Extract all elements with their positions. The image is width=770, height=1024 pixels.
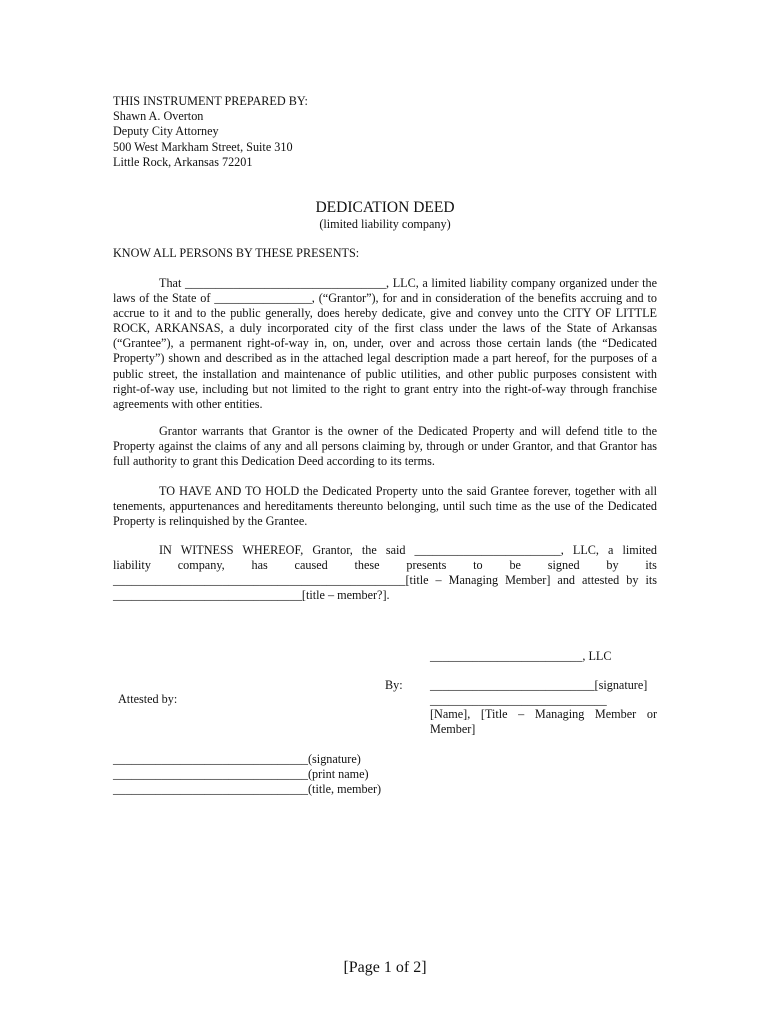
know-all-heading: KNOW ALL PERSONS BY THESE PRESENTS: [113, 246, 360, 260]
witness-word: presents [406, 558, 447, 572]
warranty-paragraph: Grantor warrants that Grantor is the owner of the Dedicated Property and will defend title to the Property against the claims of any and all persons claiming by, through or under Grantor, and that Grantor has full authority to grant this Dedication Deed according to its terms. [113, 424, 657, 469]
witness-word: liability [113, 558, 151, 572]
preparer-address-line2: Little Rock, Arkansas 72201 [113, 154, 253, 169]
preparer-role: Deputy City Attorney [113, 124, 219, 139]
by-label: By: [385, 678, 403, 692]
document-title: DEDICATION DEED [315, 199, 455, 216]
witness-word: be [509, 558, 521, 572]
document-subtitle: (limited liability company) [319, 217, 451, 231]
witness-word: has [251, 558, 268, 572]
witness-word: its [645, 558, 657, 572]
witness-line-1: IN WITNESS WHEREOF, Grantor, the said ________________________, LLC, a limited [159, 543, 657, 557]
witness-word: caused [294, 558, 328, 572]
page-number: [Page 1 of 2] [343, 959, 427, 976]
witness-word: these [354, 558, 380, 572]
witness-word: to [473, 558, 483, 572]
witness-line-3: ________________________________________________[title – Managing Member] and attested by its [113, 573, 657, 587]
witness-line-4: _______________________________[title – member?]. [113, 588, 390, 602]
witness-word: by [606, 558, 619, 572]
grantor-signature-line: ___________________________[signature] [430, 678, 648, 692]
preparer-address-line1: 500 West Markham Street, Suite 310 [113, 139, 293, 154]
preparer-block [113, 94, 308, 170]
grant-paragraph: That _________________________________, LLC, a limited liability company organized under the laws of the State of ________________, (“Grantor”), for and in consideration of the benefits accruing and to accrue to it and to the public generally, does hereby dedicate, give and convey unto the CITY OF LITTLE ROCK, ARKANSAS, a duly incorporated city of the first class under the laws of the State of Arkansas (“Grantee”), a permanent right-of-way in, on, under, over and across those certain lands (the “Dedicated Property”) shown and described as in the attached legal description made a part hereof, for the purposes of a public street, the installation and maintenance of public utilities, and other public purposes consistent with right-of-way use, including but not limited to the right to grant entry into the right-of-way through franchise agreements with other entities. [113, 276, 657, 411]
llc-name-line: _________________________, LLC [430, 649, 612, 663]
preparer-heading: THIS INSTRUMENT PREPARED BY: [113, 94, 308, 108]
witness-word: signed [547, 558, 580, 572]
attest-print-name-line: ________________________________(print name) [113, 767, 369, 781]
signer-name-title: [Name], [Title – Managing Member or Member] [430, 707, 657, 737]
signer-name-blank: _____________________________ [430, 693, 607, 707]
attested-by-label: Attested by: [118, 692, 178, 706]
attest-title-line: ________________________________(title, member) [113, 782, 382, 796]
habendum-paragraph: TO HAVE AND TO HOLD the Dedicated Property unto the said Grantee forever, together with all tenements, appurtenances and hereditaments thereunto belonging, until such time as the use of the Dedicated Property is relinquished by the Grantee. [113, 484, 657, 529]
witness-line-2 [113, 558, 657, 573]
attest-signature-line: ________________________________(signature) [113, 752, 361, 766]
witness-word: company, [177, 558, 225, 572]
preparer-name: Shawn A. Overton [113, 109, 204, 124]
